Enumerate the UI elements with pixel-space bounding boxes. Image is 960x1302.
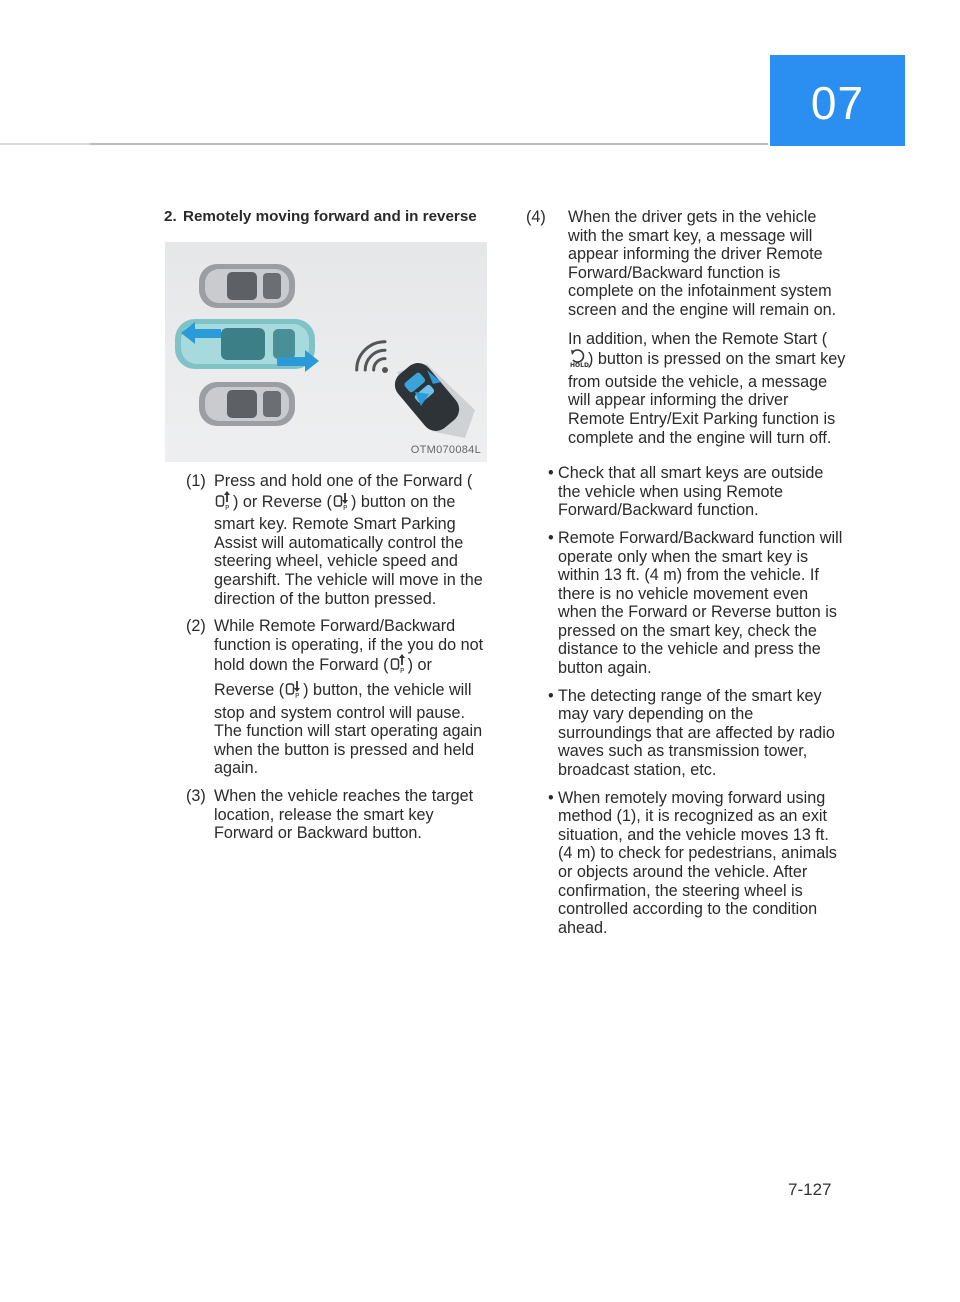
remote-parking-figure [165, 242, 487, 462]
list-item [526, 464, 846, 520]
parked-car-top [199, 264, 295, 308]
step-text: ) button, the vehicle will stop and system control will pause. The function will start operating again when the button is pressed and held again. [214, 680, 483, 778]
header-rule [0, 143, 768, 145]
car-arrow-p-icon [333, 491, 350, 516]
step-2 [164, 617, 489, 778]
chapter-tab: 07 [770, 55, 905, 146]
wireless-signal-icon [351, 336, 388, 373]
list-item [526, 529, 846, 678]
bullet-dot: • [548, 464, 554, 483]
car-arrow-p-icon [285, 679, 302, 704]
step-text: ) or Reverse ( [214, 656, 432, 699]
list-item [526, 789, 846, 938]
parked-car-bottom [199, 382, 295, 426]
hold-icon [569, 348, 587, 373]
paragraph-text: ) button is pressed on the smart key from outside the vehicle, a message will appear informing the driver Remote Entry/Exit Parking function is complete and the engine will turn off. [568, 350, 846, 447]
right-column [526, 208, 846, 946]
step-text: ) or Reverse ( [233, 492, 332, 511]
step-4 [526, 208, 846, 320]
parking-illustration [165, 242, 487, 462]
step-text: Press and hold one of the Forward ( [214, 472, 473, 490]
svg-text:P: P [225, 503, 230, 512]
step-text: While Remote Forward/Backward function is operating, if the you do not hold down the Forward ( [214, 617, 484, 675]
figure-code: OTM070084L [410, 444, 481, 457]
notes-list [526, 464, 846, 937]
left-column [164, 208, 489, 852]
car-arrow-p-icon [215, 491, 232, 516]
list-item-text: Remote Forward/Backward function will operate only when the smart key is within 13 ft. (4 m) from the vehicle. If there is no vehicle movement even when the Forward or Reverse button is pressed on the smart key, check the distance to the vehicle and press the button again. [558, 528, 843, 678]
section-heading-text: Remotely moving forward and in reverse [183, 208, 477, 225]
svg-text:HOLD: HOLD [570, 362, 589, 370]
step-number: (3) [186, 786, 206, 805]
step-text: When the driver gets in the vehicle with the smart key, a message will appear informing the driver Remote Forward/Backward function is complete on the infotainment system screen and the engine will remain on. [568, 208, 837, 319]
step-1 [164, 472, 489, 608]
step-number: (2) [186, 617, 206, 636]
paragraph-text: In addition, when the Remote Start ( [568, 329, 828, 348]
list-item-text: The detecting range of the smart key may vary depending on the surroundings that are affected by radio waves such as transmission tower, broadcast station, etc. [558, 686, 835, 780]
car-arrow-p-icon [390, 654, 407, 679]
step-text: When the vehicle reaches the target location, release the smart key Forward or Backward button. [214, 786, 474, 843]
section-heading-number: 2. [164, 208, 177, 225]
list-item [526, 687, 846, 780]
bullet-dot: • [548, 788, 554, 807]
step-number: (1) [186, 472, 206, 490]
header-rule-accent [0, 143, 90, 145]
step-text: ) button on the smart key. Remote Smart Parking Assist will automatically control the steering wheel, vehicle speed and gearshift. The vehicle will move in the direction of the button pressed. [214, 492, 483, 608]
section-heading [164, 208, 489, 226]
list-item-text: When remotely moving forward using method (1), it is recognized as an exit situation, and the vehicle moves 13 ft. (4 m) to check for pedestrians, animals or objects around the vehicle. After confirmation, the steering wheel is controlled according to the condition ahead. [558, 788, 837, 937]
page-number: 7-127 [788, 1180, 832, 1199]
step-number: (4) [526, 208, 546, 226]
bullet-dot: • [548, 686, 554, 705]
bullet-dot: • [548, 528, 554, 547]
list-item-text: Check that all smart keys are outside the vehicle when using Remote Forward/Backward function. [558, 464, 824, 520]
step-4-addition [568, 330, 846, 448]
svg-text:P: P [342, 503, 348, 512]
step-3 [164, 787, 489, 843]
svg-text:P: P [295, 691, 300, 700]
svg-text:P: P [399, 667, 404, 676]
smart-key-hand [389, 357, 475, 438]
